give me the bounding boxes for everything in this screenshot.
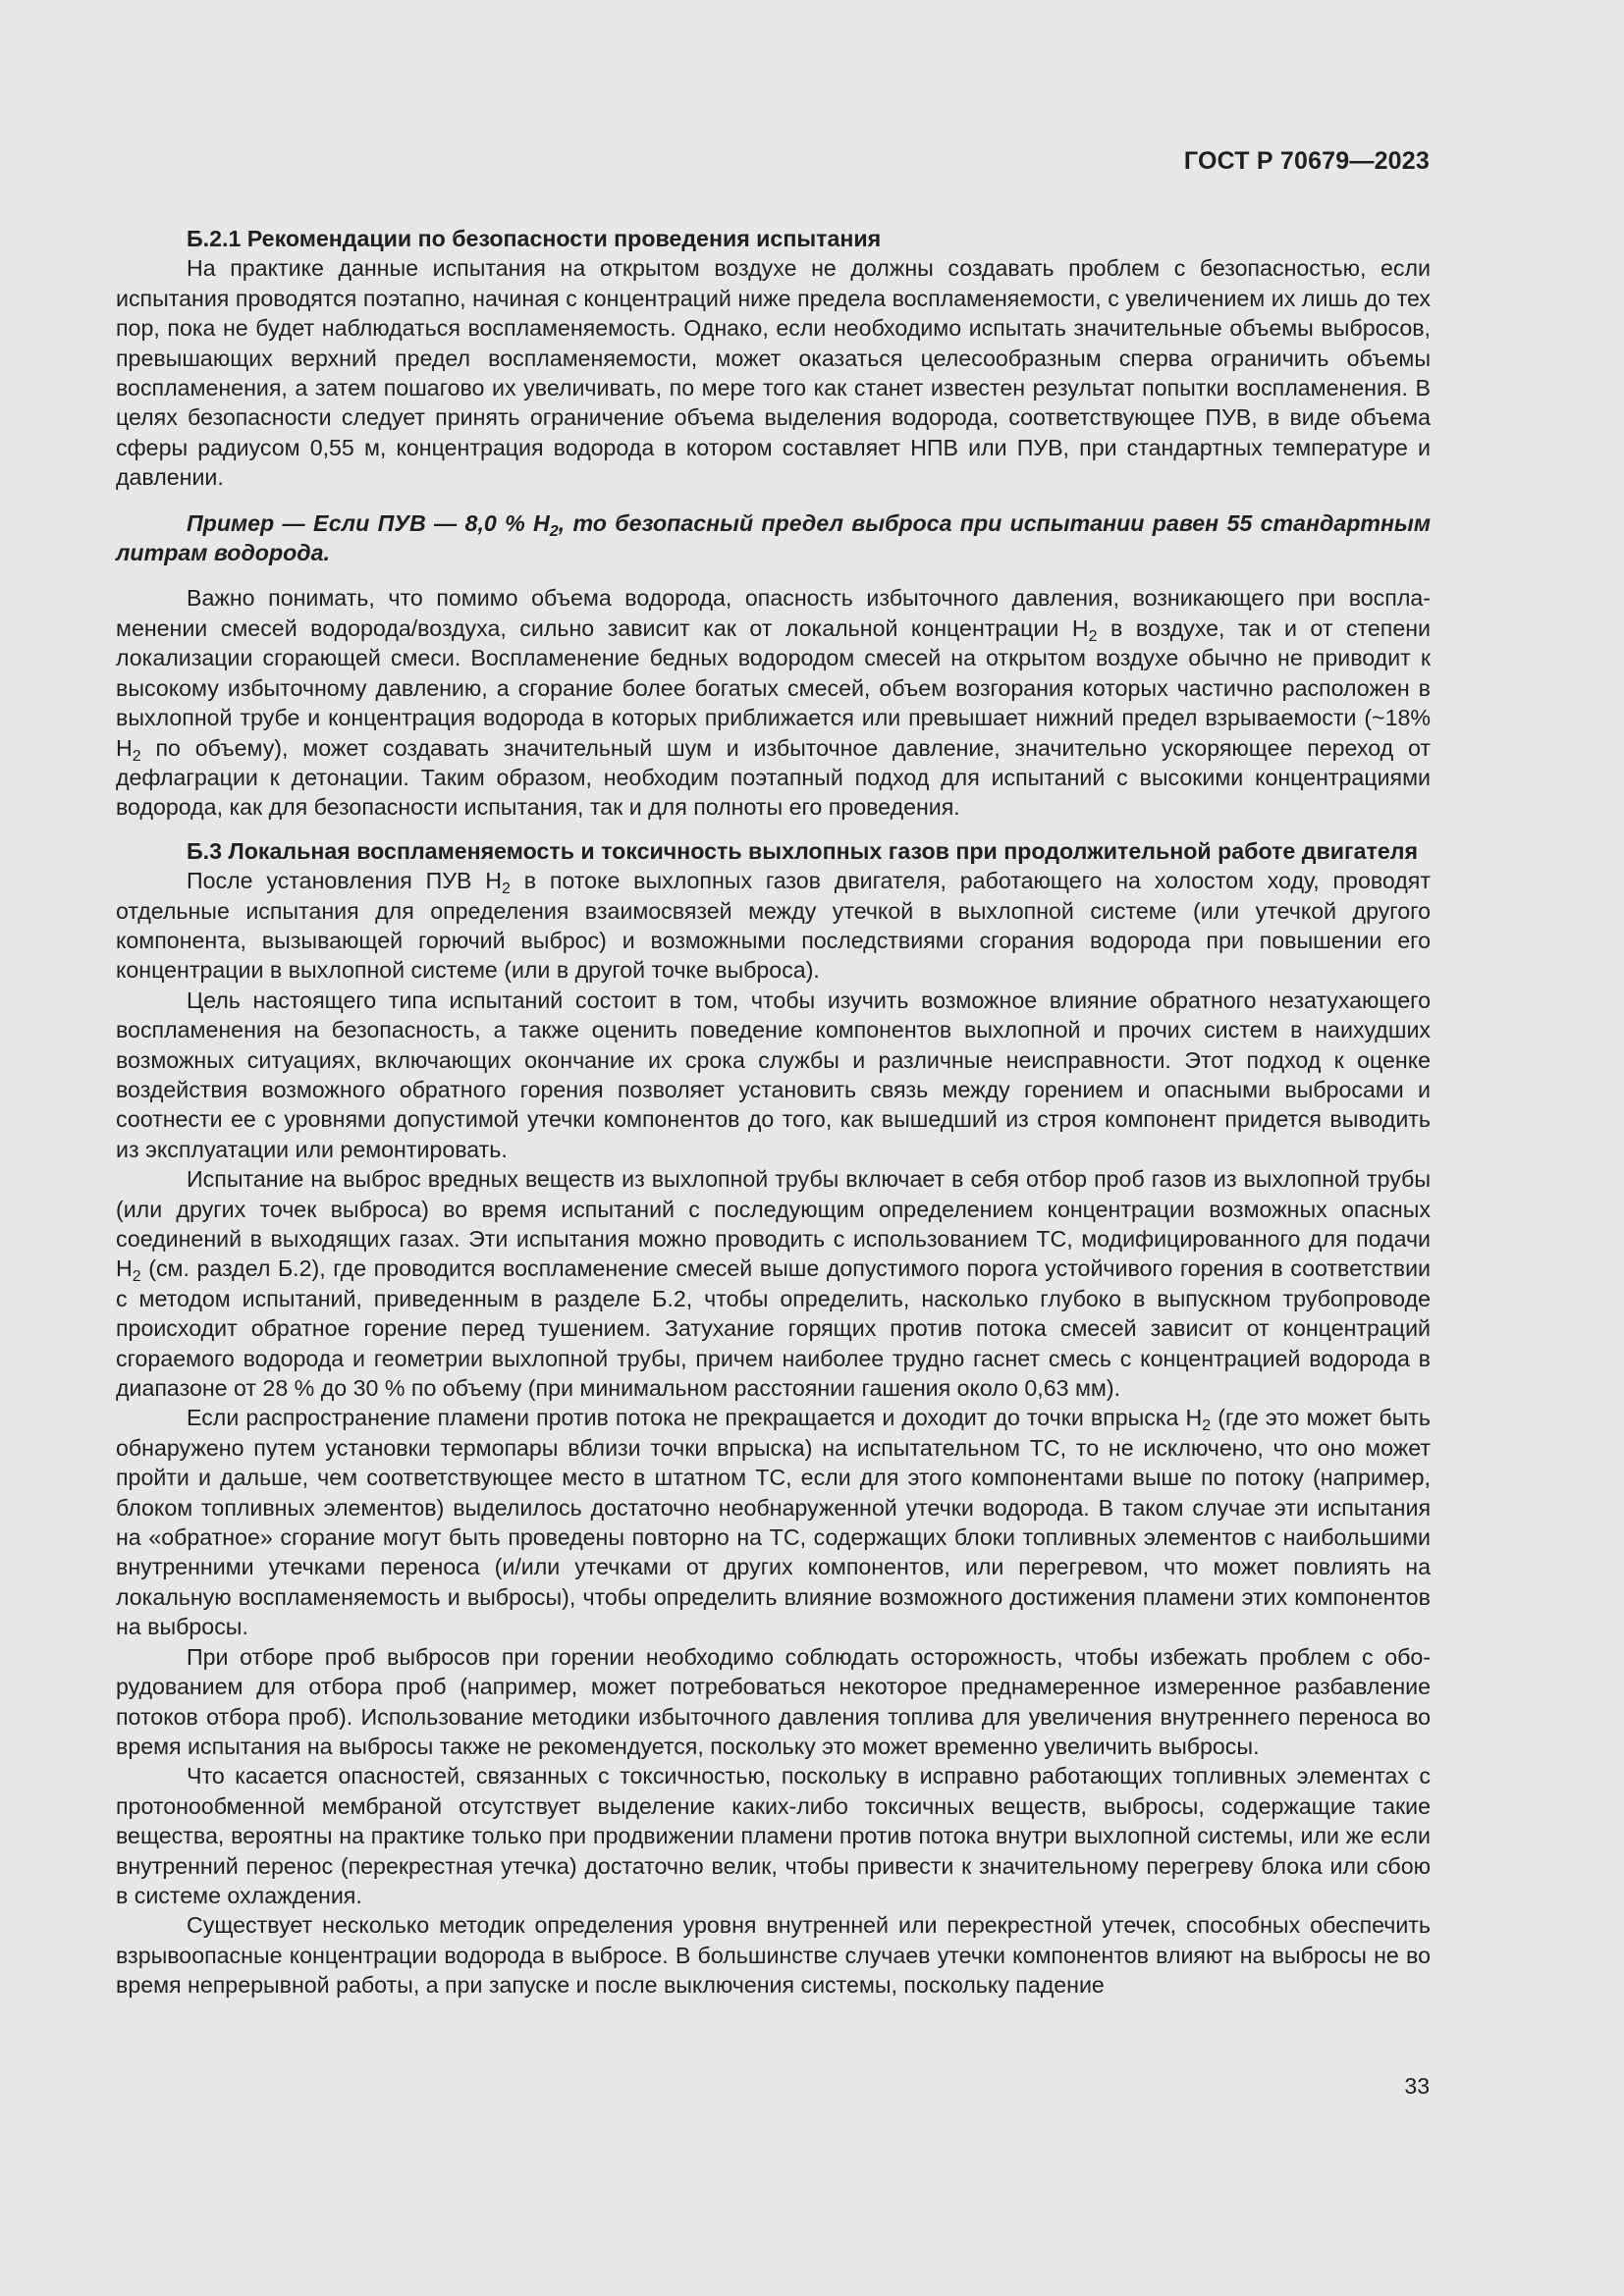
paragraph-b3-1-b: в потоке выхлопных газов двигателя, работающего на холостом ходу, проводят отдельные испытания для определения взаимосвязей между утечкой в выхлопной системе (или утечкой другого компонента, вызывающей горючий выброс) и возможными последствиями сгорания водорода при повышении его концентрации в выхлопной системе (или в другой точке выброса). [116,868,1431,984]
paragraph-b21-2-c: по объему), может создавать значительный шум и избыточное давление, значительно ускоряющее переход от дефлаграции к детонации. Таким образом, необходим поэтапный подход для испытаний с высокими концентрациями водорода, как для безопасности испытания, так и для полноты его проведения. [116,734,1431,821]
paragraph-b21-2-a: Важно понимать, что помимо объема водорода, опасность избыточного давления, возникающего при воспламенении смесей водорода/воздуха, сильно зависит как от локальной концентрации H [116,585,1431,641]
standard-designation: ГОСТ Р 70679—2023 [1183,147,1430,175]
example-text-a: Пример — Если ПУВ — 8,0 % H [187,509,550,536]
example-text-b: , то безопасный предел выброса при испытании равен 55 стандартным литрам водорода. [116,509,1431,566]
subscript: 2 [1202,1417,1212,1435]
paragraph-b21-2-b: в воздухе, так и от степени локализации сгорающей смеси. Воспламенение бедных водородом смесей на открытом воздухе обычно не приводит к высокому избыточному давлению, а сгорание более богатых смесей, объем возгорания которых частично расположен в выхлопной трубе и концентрация водорода в которых приближается или превышает нижний предел взрываемости (~18% H [116,614,1431,761]
paragraph-b3-3-b: (см. раздел Б.2), где проводится воспламенение смесей выше допустимого порога устойчивого горения в соответствии с методом испытаний, приведенным в разделе Б.2, чтобы определить, насколько глубоко в выпускном трубопроводе происходит обратное горение перед тушением. Затухание горящих против потока смесей зависит от концентраций сгораемого водорода и геометрии выхлопной трубы, причем наиболее трудно гаснет смесь с концентрацией водорода в диапазоне от 28 % до 30 % по объему (при минимальном расстоянии гашения около 0,63 мм). [116,1255,1431,1402]
paragraph-b3-4-b: (где это может быть обнаружено путем установки термопары вблизи точки впрыска) на испытательном ТС, то не исключено, что оно может пройти и дальше, чем соответствующее место в штатном ТС, если для этого компонентами выше по потоку (например, блоком топливных элементов) выделилось достаточно необнаруженной утечки водорода. В таком случае эти испытания на «обратное» сгорание могут быть проведены повторно на ТС, содержащих блоки топливных элементов с наибольшими внутренними утечками переноса (и/или утечками от других компонентов, или перегревом, что может повлиять на локальную воспламеняемость и выбросы), чтобы определить влияние возможного достижения пламени этих компонентов на выбросы. [116,1405,1431,1640]
paragraph-b3-3-a: Испытание на выброс вредных веществ из выхлопной трубы включает в себя отбор проб газов из выхлопной трубы (или других точек выброса) во время испытаний с последующим определением концентрации возможных опасных соединений в выходящих газах. Эти испытания можно проводить с использованием ТС, модифицированного для подачи H [116,1166,1431,1282]
paragraph-b3-7: Существует несколько методик определения уровня внутренней или перекрестной утечек, способных обеспечить взрывоопасные концентрации водорода в выбросе. В большинстве случаев утечки компонентов влияют на выбросы не во время непрерывной работы, а при запуске и после выключения системы, поскольку падение [116,1912,1431,1999]
paragraph-b3-1 [116,866,1431,986]
example-note [116,508,1431,568]
paragraph-b21-2 [116,583,1431,822]
paragraph-b3-4-a: Если распространение пламени против потока не прекращается и доходит до точки впрыска H [187,1405,1203,1431]
paragraph-b21-1: На практике данные испытания на открытом воздухе не должны создавать проблем с безопасностью, если испытания проводятся поэтапно, начиная с концентраций ниже предела воспламеняемости, с увеличением их лишь до тех пор, пока не будет наблюдаться воспламеняемость. Однако, если необходимо испытать значительные объемы выбросов, превышающих верхний предел воспламеняемости, может оказаться целесообразным сперва ограничить объемы воспламенения, а затем пошагово их увеличивать, по мере того как станет известен результат попытки воспламенения. В целях безопасности следует принять ограничение объема выделения водорода, соответствующее ПУВ, в виде объема сферы радиусом 0,55 м, концентрация водорода в котором составляет НПВ или ПУВ, при стандартных температуре и давлении. [116,255,1431,491]
paragraph-b3-1-a: После установления ПУВ H [187,868,503,894]
paragraph-b3-3 [116,1164,1431,1403]
paragraph-b3-6: Что касается опасностей, связанных с токсичностью, поскольку в исправно работающих топливных элементах с протонообменной мембраной отсутствует выделение каких-либо токсичных веществ, выбросы, содержащие такие вещества, вероятны на практике только при продвижении пламени против потока внутри выхлопной системы, или же если внутренний перенос (перекрестная утечка) достаточно велик, чтобы привести к значительному перегреву блока или сбою в системе охлаждения. [116,1763,1431,1908]
subscript: 2 [1088,627,1098,645]
section-heading-b3: Б.3 Локальная воспламеняемость и токсичность выхлопных газов при продолжительной работе двигателя [187,837,1419,864]
paragraph-b3-5: При отборе проб выбросов при горении необходимо соблюдать осторожность, чтобы избежать проблем с оборудованием для отбора проб (например, может потребоваться некоторое преднамеренное измеренное разбавление потоков отбора проб). Использование методики избыточного давления топлива для увеличения внутреннего переноса во время испытания на выбросы также не рекомендуется, поскольку это может временно увеличить выбросы. [116,1643,1431,1759]
paragraph-b3-4 [116,1403,1431,1641]
subscript: 2 [132,747,141,765]
section-heading-b21: Б.2.1 Рекомендации по безопасности проведения испытания [187,226,882,251]
page-content [116,224,1431,2001]
subscript: 2 [132,1268,141,1286]
paragraph-b3-2: Цель настоящего типа испытаний состоит в том, чтобы изучить возможное влияние обратного незатухающего воспламенения на безопасность, а также оценить поведение компонентов выхлопной и прочих систем в наихудших возможных ситуациях, включающих окончание их срока службы и различные неисправности. Этот подход к оценке воздействия возможного обратного горения позволяет установить связь между горением и опасными выбросами и соотнести ее с уровнями допустимой утечки компонентов до того, как вышедший из строя компонент придется выводить из эксплуатации или ремонтировать. [116,987,1431,1162]
subscript: 2 [502,881,511,898]
example-subscript: 2 [549,522,559,540]
page-number: 33 [1404,2073,1430,2099]
